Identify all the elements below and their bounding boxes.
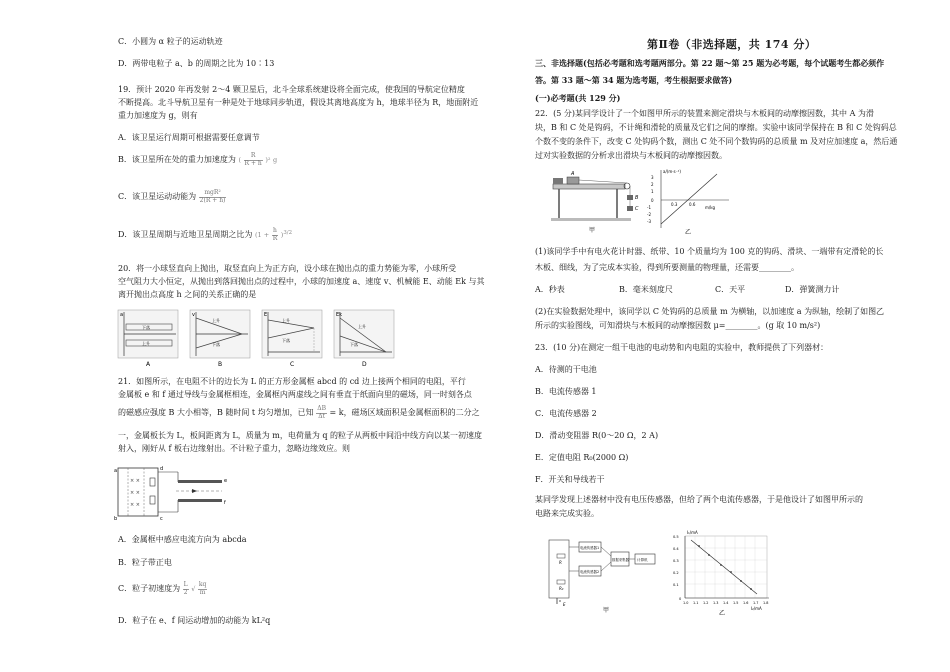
q22-choice-b: B．毫米刻度尺 xyxy=(619,285,673,294)
q22-part2-line1: (2)在实验数据处理中，该同学以 C 处钩码的总质量 m 为横轴，以加速度 a 为纵轴，绘制了如图乙 xyxy=(535,307,885,316)
q22-yi-label: 乙 xyxy=(685,229,692,236)
q19-option-a: A．该卫星运行周期可根据需要任意调节 xyxy=(118,133,260,142)
q23-x-tick-13: 1.3 xyxy=(713,601,719,605)
q23-sensor2-label: 电流传感器2 xyxy=(580,570,600,574)
q22-graph-xlabel: m/kg xyxy=(705,205,716,210)
q22-y-tick-m1: -1 xyxy=(647,205,651,210)
q19-d-numerator: h xyxy=(273,227,277,234)
q23-y-tick-01: 0.1 xyxy=(673,583,679,587)
q20-stem-line2: 空气阻力大小恒定，从抛出到落回抛出点的过程中，小球的加速度 a、速度 v、机械能 E、动能 Ek 与其 xyxy=(118,277,485,286)
q19-option-d-fraction xyxy=(272,228,279,242)
q21-option-a: A．金属框中感应电流方向为 abcda xyxy=(118,535,247,544)
q22-choice-a: A．秒表 xyxy=(535,285,565,294)
q20-a-down: 下落 xyxy=(142,325,150,330)
q19-option-c xyxy=(118,190,226,204)
q20-a-up: 上升 xyxy=(142,341,150,346)
q23-x-tick-15: 1.5 xyxy=(733,601,739,605)
q23-collector-label: 数据采集器 xyxy=(612,558,629,562)
q20-b-down: 下落 xyxy=(212,342,220,347)
q22-part1-line2: 木板、细线，为了完成本实验，得到所要测量的物理量，还需要________。 xyxy=(535,263,799,272)
q23-x-tick-18: 1.8 xyxy=(763,601,769,605)
q22-y-tick-m2: -2 xyxy=(647,212,651,217)
q19-c-denominator: 2(R + h) xyxy=(199,196,226,204)
q20-d-down: 下落 xyxy=(350,342,358,347)
q23-graph-yi xyxy=(669,528,779,616)
q20-graph-b xyxy=(190,310,250,368)
q22-choice-d: D．弹簧测力计 xyxy=(785,285,840,294)
q21-db-dt xyxy=(316,406,327,420)
q22-part2-line2: 所示的实验图线，可知滑块与木板间的动摩擦因数 μ=________。(g 取 10 m/s²) xyxy=(535,321,821,330)
q21-stem-line1: 21．如图所示，在电阻不计的边长为 L 的正方形金属框 abcd 的 cd 边上接两个相同的电阻，平行 xyxy=(118,377,466,386)
q21-c-frac-den: 2 xyxy=(183,588,188,596)
q20-d-axis: Ek xyxy=(336,312,343,318)
q23-x-tick-16: 1.6 xyxy=(743,601,749,605)
q19-b-numerator: R xyxy=(244,153,263,161)
q23-y-tick-02: 0.2 xyxy=(673,571,679,575)
q19-b-g: g xyxy=(273,156,278,165)
q19-d-denominator: R xyxy=(272,234,278,242)
q18-option-c: C．小圆为 α 粒子的运动轨迹 xyxy=(118,37,223,46)
q20-c-up: 上升 xyxy=(282,318,290,323)
svg-text:× ×: × × xyxy=(130,502,140,508)
required-subtitle: (一)必考题(共 129 分) xyxy=(535,93,621,103)
q22-y-tick-0: 0 xyxy=(651,198,654,203)
svg-text:A: A xyxy=(571,171,575,177)
q21-c-root-num: kq xyxy=(198,581,207,588)
q21-c-root xyxy=(198,582,207,596)
q21-label-a: a xyxy=(114,468,118,474)
q23-y-tick-03: 0.3 xyxy=(673,559,679,563)
q22-x-tick-06: 0.6 xyxy=(689,202,696,207)
q23-y-tick-05: 0.5 xyxy=(673,535,679,539)
q22-y-tick-1: 1 xyxy=(651,189,654,194)
q21-db: ΔB xyxy=(317,405,326,412)
q23-desc-line1: 某同学发现上述器材中没有电压传感器，但给了两个电流传感器，于是他设计了如图甲所示的 xyxy=(535,495,863,504)
q20-b-up: 上升 xyxy=(212,318,220,323)
svg-text:× ×: × × xyxy=(130,478,140,484)
q22-stem-line3: 个数不变的条件下，改变 C 处钩码个数，测出 C 处不同个数钩码的总质量 m 及对应加速度 a，然后通 xyxy=(535,137,898,146)
q21-option-c: C．粒子初速度为 $\frac{L}{2}$ √ $\frac{kq}{m}$ xyxy=(118,581,207,596)
q23-item-e: E．定值电阻 R₀(2000 Ω) xyxy=(535,453,629,462)
q19-option-b: B．该卫星所在处的重力加速度为 ( $\frac{R}{R + h}$ )² g xyxy=(118,152,278,167)
q20-graph-d xyxy=(334,310,394,368)
q20-a-label: A xyxy=(146,361,151,368)
q23-computer-label: 计算机 xyxy=(637,558,648,562)
svg-text:× ×: × × xyxy=(130,490,140,496)
svg-text:B: B xyxy=(635,195,639,201)
instructions-line2: 答。第 33 题～第 34 题为选考题，考生根据要求做答) xyxy=(535,75,733,85)
q20-a-axis: a xyxy=(120,312,124,318)
q21-option-c-text: C．粒子初速度为 xyxy=(118,584,181,594)
q23-x-tick-11: 1.1 xyxy=(693,601,699,605)
q23-x-tick-17: 1.7 xyxy=(753,601,759,605)
q21-stem-line3 xyxy=(118,406,480,420)
instructions-line1: 三、非选择题(包括必考题和选考题两部分。第 22 题～第 25 题为必考题，每个试题考生都必须作 xyxy=(535,58,885,68)
q23-item-c: C．电流传感器 2 xyxy=(535,409,597,418)
q23-graph-xlabel: I₂/mA xyxy=(751,606,762,611)
q20-stem-line1: 20．将一小球竖直向上抛出，取竖直向上为正方向，设小球在抛出点的重力势能为零，小球所受 xyxy=(118,264,457,273)
q20-graph-c xyxy=(262,310,322,368)
q23-r-label: R xyxy=(559,560,562,565)
q23-circuit-jia xyxy=(545,530,665,614)
q23-jia-label: 甲 xyxy=(603,607,610,614)
q21-option-d: D．粒子在 e、f 间运动增加的动能为 kL²q xyxy=(118,616,271,625)
svg-text:C: C xyxy=(635,206,639,212)
q23-x-tick-10: 1.0 xyxy=(683,601,689,605)
q18-option-d: D．两带电粒子 a、b 的周期之比为 10∶13 xyxy=(118,59,275,68)
q20-d-up: 上升 xyxy=(358,324,366,329)
q22-jia-label: 甲 xyxy=(589,227,596,234)
q19-stem-line3: 重力加速度为 g，则有 xyxy=(118,111,198,120)
q22-part1-line1: (1)该同学手中有电火花计时器、纸带、10 个质量均为 100 克的钩码、滑块、一端带有定滑轮的长 xyxy=(535,247,884,256)
q23-x-tick-12: 1.2 xyxy=(703,601,709,605)
q21-figure xyxy=(114,462,234,526)
q20-c-axis: E xyxy=(264,312,268,318)
q21-stem-line3-pre: 的磁感应强度 B 大小相等，B 随时间 t 均匀增加，已知 xyxy=(118,408,314,418)
q21-label-c: c xyxy=(160,516,163,522)
q23-desc-line2: 电路来完成实验。 xyxy=(535,509,599,518)
q20-graphs xyxy=(114,306,404,368)
q23-item-d: D．滑动变阻器 R(0～20 Ω，2 A) xyxy=(535,431,659,440)
q22-graph-ylabel: a/(m·s⁻²) xyxy=(663,169,681,174)
q21-label-e: e xyxy=(224,478,228,484)
q19-option-c-text: C．该卫星运动动能为 xyxy=(118,192,197,202)
q21-stem-line3-post: = k，磁场区域面积是金属框面积的二分之 xyxy=(329,408,480,418)
q20-c-label: C xyxy=(290,361,295,368)
q21-c-fraction xyxy=(183,582,189,596)
q20-graph-a xyxy=(118,310,178,368)
q23-x-tick-14: 1.4 xyxy=(723,601,729,605)
q20-stem-line3: 离开抛出点高度 h 之间的关系正确的是 xyxy=(118,290,257,299)
q19-option-c-fraction xyxy=(199,190,227,204)
q22-stem-line2: 块，B 和 C 处是钩码，不计绳和滑轮的质量及它们之间的摩擦。实验中该同学保持在 B 和 C 处钩码总 xyxy=(535,123,897,132)
q19-c-numerator: mgR² xyxy=(199,190,227,198)
section-title: 第Ⅱ卷（非选择题，共 174 分） xyxy=(647,38,817,51)
q20-d-label: D xyxy=(362,361,367,368)
q20-c-down: 下落 xyxy=(282,338,290,343)
q19-b-denominator: R + h xyxy=(244,159,262,167)
q22-y-tick-2: 2 xyxy=(651,182,654,187)
q19-option-b-text: B．该卫星所在处的重力加速度为 xyxy=(118,155,236,165)
q23-graph-ylabel: I₁/mA xyxy=(687,530,698,535)
q20-b-label: B xyxy=(218,361,223,368)
q19-option-d-text: D．该卫星周期与近地卫星周期之比为 xyxy=(118,230,253,240)
q22-stem-line4: 过对实验数据的分析求出滑块与木板间的动摩擦因数。 xyxy=(535,151,727,160)
q21-stem-line5: 射入，刚好从 f 板右边缘射出。不计粒子重力，忽略边缘效应。则 xyxy=(118,444,351,453)
q23-y-tick-04: 0.4 xyxy=(673,547,679,551)
q22-choice-c: C．天平 xyxy=(715,285,746,294)
q22-stem-line1: 22．(5 分)某同学设计了一个如图甲所示的装置来测定滑块与木板间的动摩擦因数，其中 A 为滑 xyxy=(535,109,874,118)
q22-graph-line xyxy=(661,174,717,224)
q21-stem-line2: 金属板 e 和 f 通过导线与金属框相连，金属框内两虚线之间有垂直于纸面向里的磁场，同一时刻各点 xyxy=(118,390,472,399)
q21-stem-line4: 一，金属板长为 L，板间距离为 L，质量为 m，电荷量为 q 的粒子从两板中间沿中线方向以某一初速度 xyxy=(118,431,483,440)
q21-label-d: d xyxy=(160,466,164,472)
q21-option-b: B．粒子带正电 xyxy=(118,558,172,567)
q23-sensor1-label: 电流传感器1 xyxy=(580,546,600,550)
q22-x-tick-03: 0.3 xyxy=(671,202,678,207)
q20-b-axis: v xyxy=(192,312,195,318)
q23-e-label: E xyxy=(563,602,566,607)
q23-r0-label: R₀ xyxy=(559,586,564,591)
q19-stem-line2: 不断提高。北斗导航卫星有一种是处于地球同步轨道，假设其离地高度为 h，地球半径为 R，地面附近 xyxy=(118,98,479,107)
q23-item-b: B．电流传感器 1 xyxy=(535,387,597,396)
q23-yi-label: 乙 xyxy=(719,610,726,616)
q19-option-d: D．该卫星周期与近地卫星周期之比为 (1 + $\frac{h}{R}$ )$^{3/2}$ xyxy=(118,227,293,242)
q21-dt: Δt xyxy=(318,412,325,420)
q23-item-a: A．待测的干电池 xyxy=(535,365,597,374)
q22-graph-yi xyxy=(645,166,735,236)
q22-figure-jia xyxy=(549,166,639,236)
q19-stem-line1: 19．预计 2020 年再发射 2～4 颗卫星后，北斗全球系统建设将全面完成，使我国的导航定位精度 xyxy=(118,85,465,94)
q21-label-f: f xyxy=(224,500,226,506)
q23-y-tick-0: 0 xyxy=(679,597,682,601)
q23-stem: 23．(10 分)在测定一组干电池的电动势和内电阻的实验中，教师提供了下列器材： xyxy=(535,343,829,352)
q22-y-tick-3: 3 xyxy=(651,175,654,180)
q22-y-tick-m3: -3 xyxy=(647,219,651,224)
q21-c-frac-num: L xyxy=(183,581,188,588)
q21-label-b: b xyxy=(114,516,118,522)
q23-item-f: F．开关和导线若干 xyxy=(535,475,605,484)
q19-option-b-fraction xyxy=(244,153,263,167)
q21-c-root-den: m xyxy=(199,588,206,596)
